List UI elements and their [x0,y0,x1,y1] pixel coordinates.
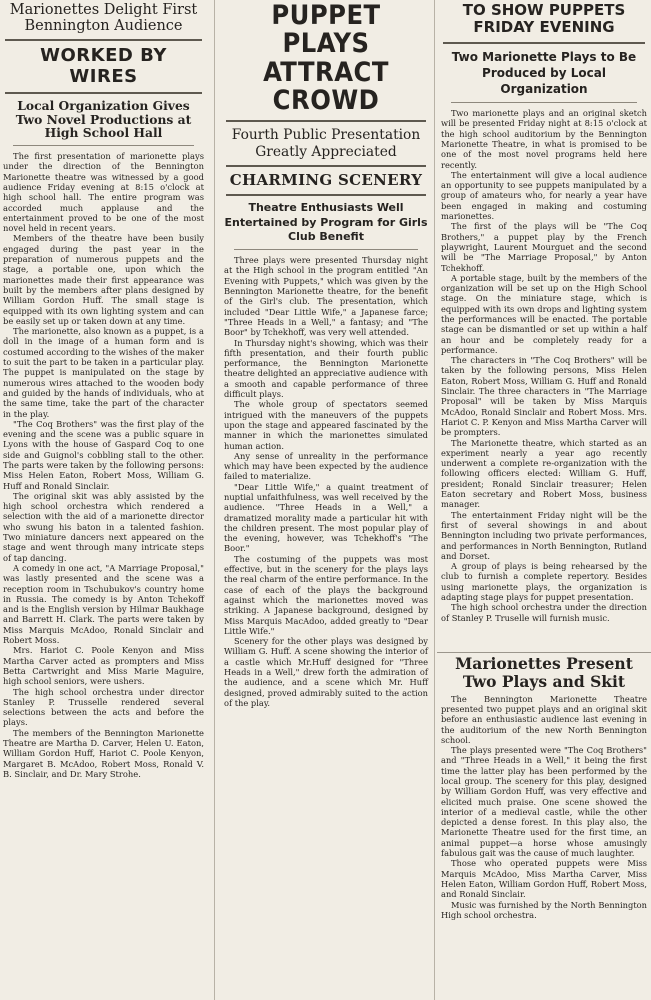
divider [13,145,194,146]
paragraph: The first presentation of marionette plays under the direction of the Bennington Marionette theatre was witnessed by a good audience Friday evening at 8:15 o'clock at high school hall. The entire program was accorded much applause and the entertainment proved to be one of the most novel held in recent years. [3,151,204,234]
headline-charming-scenery: CHARMING SCENERY [229,171,423,190]
article-body [441,694,647,921]
headline: Marionettes Delight First Bennington Audience [9,2,198,35]
paragraph: The high school orchestra under director Stanley P. Trusselle rendered several selections between the acts and before the plays. [3,686,204,728]
divider [226,194,426,196]
column-rule [214,0,215,1000]
paragraph: "The Coq Brothers" was the first play of the evening and the scene was a public square in Lyons with the house of Gaspard Coq to one side and Guignol's cobbling stall to the other. The parts were taken by the following persons: Miss Helen Eaton, Robert Moss, William G. Huff and Ronald Sinclair. [3,418,204,491]
divider [5,92,202,94]
paragraph: Scenery for the other plays was designed by William G. Huff. A scene showing the interior of a castle which Mr.Huff designed for "Three Heads in a Well," drew forth the admiration of the audience, and a scene which Mr. Huff designed, proved admirably suited to the action of the play. [224,636,428,708]
paragraph: The whole group of spectators seemed intrigued with the maneuvers of the puppets upon the stage and appeared fascinated by the manner in which the marionettes simulated human action. [224,399,428,451]
paragraph: The costuming of the puppets was most effective, but in the scenery for the plays lays the real charm of the entire performance. In the case of each of the plays the background against which the marionettes moved was striking. A Japanese background, designed by Miss Marquis MacAdoo, added greatly to "Dear Little Wife." [224,553,428,636]
subheadline: Theatre Enthusiasts Well Entertained by Program for Girls Club Benefit [224,201,428,243]
headline-worked-by-wires: WORKED BY WIRES [40,45,167,87]
subheadline: Fourth Public Presentation Greatly Appreciated [231,127,421,160]
paragraph: The members of the Bennington Marionette Theatre are Martha D. Carver, Helen U. Eaton, William Gordon Huff, Hariot C. Poole Kenyon, Margaret B. McAdoo, Robert Moss, Ronald V. B. Sinclair, and Dr. Mary Strohe. [3,727,204,779]
paragraph: Two marionette plays and an original sketch will be presented Friday night at 8:15 o'clock at the high school auditorium by the Bennington Marionette Theatre, in what is promised to be one of the most novel programs held here recently. [441,108,647,170]
headline-puppet-plays: PUPPET PLAYS ATTRACT CROWD [263,0,389,117]
paragraph: Music was furnished by the North Bennington High school orchestra. [441,899,647,920]
divider [5,39,202,41]
paragraph: The entertainment will give a local audience an opportunity to see puppets manipulated by a group of amateurs who, for nearly a year have been engaged in making and costuming marionettes. [441,169,647,222]
paragraph: The Bennington Marionette Theatre presented two puppet plays and an original skit before an enthusiastic audience last evening in the auditorium of the new North Bennington school. [441,693,647,745]
headline-marionettes-present: Marionettes Present Two Plays and Skit [455,654,633,691]
paragraph: The high school orchestra under the direction of Stanley P. Truselle will furnish music. [441,602,647,623]
article-body [224,255,428,708]
paragraph: A comedy in one act, "A Marriage Proposal," was lastly presented and the scene was a reception room in Tschubukov's country home in Russia. The comedy is by Anton Tchekoff and is the English version by Hilmar Baukhage and Barrett H. Clark. The parts were taken by Miss Marquis McAdoo, Ronald Sinclair and Robert Moss. [3,562,204,646]
paragraph: The entertainment Friday night will be the first of several showings in and about Bennington including two private performances, and performances in North Bennington, Rutland and Dorset. [441,509,647,561]
article-body [441,108,647,623]
paragraph: Those who operated puppets were Miss Marquis McAdoo, Miss Martha Carver, Miss Helen Eaton, William Gordon Huff, Robert Moss, and Ronald Sinclair. [441,858,647,900]
paragraph: Mrs. Hariot C. Poole Kenyon and Miss Martha Carver acted as prompters and Miss Betta Cartwright and Miss Marie Maguire, high school seniors, were ushers. [3,645,204,687]
paragraph: The first of the plays will be "The Coq Brothers," a puppet play by the French playwright, Laurent Mourguet and the second will be "The Marriage Proposal," by Anton Tchekhoff. [441,221,647,273]
paragraph: Members of the theatre have been busily engaged during the past year in the preparation of numerous puppets and the stage, a portable one, upon which the marionettes made their first appearance was built by the members after plans designed by William Gordon Huff. The small stage is equipped with its own lighting system and can be easily set up or taken down at any time. [3,233,204,326]
subheadline: Local Organization Gives Two Novel Productions at High School Hall [15,97,192,141]
paragraph: Any sense of unreality in the performance which may have been expected by the audience failed to materialize. [224,450,428,482]
paragraph: In Thursday night's showing, which was their fifth presentation, and their fourth public performance, the Bennington Marionette theatre delighted an appreciative audience with a smooth and capable performance of three difficult plays. [224,337,428,400]
paragraph: The Marionette theatre, which started as an experiment nearly a year ago recently underwent a complete re-organization with the following officers elected: William G. Huff, president; Ronald Sinclair treasurer; Helen Eaton secretary and Robert Moss, business manager. [441,437,647,510]
paragraph: A group of plays is being rehearsed by the club to furnish a complete repertory. Besides using marionette plays, the organization is adapting stage plays for puppet presentation. [441,561,647,603]
headline-to-show-puppets: TO SHOW PUPPETS FRIDAY EVENING [462,1,626,37]
paragraph: The plays presented were "The Coq Brothers" and "Three Heads in a Well," it being the first time the latter play has been performed by the local group. The scenery for this play, designed by William Gordon Huff, was very effective and elicited much praise. One scene showed the interior of a medieval castle, while the other depicted a dense forest. In this play also, the Marionette Theatre used for the first time, an animal puppet—a horse whose amusingly fabulous gait was the cause of much laughter. [441,745,647,859]
column-rule [434,0,435,1000]
paragraph: Three plays were presented Thursday night at the High school in the program entitled "An Evening with Puppets," which was given by the Bennington Marionette theatre, for the benefit of the Girl's club. The presentation, which included "Dear Little Wife," a Japanese farce; "Three Heads in a Well," a fantasy; and "The Boor" by Tchekhoff, was very well attended. [224,255,428,338]
clipping-puppet-plays [220,0,432,832]
paragraph: The original skit was ably assisted by the high school orchestra which rendered a selection with the aid of a marionette director who swung his baton in a talented fashion. Two miniature dancers next appeared on the stage and went through many intricate steps of tap dancing. [3,490,204,563]
divider [226,165,426,167]
clipping-marionettes-present [437,652,651,1000]
paragraph: The characters in "The Coq Brothers" will be taken by the following persons, Miss Helen Eaton, Robert Moss, William G. Huff and Ronald Sinclair. The three characters in "The Marriage Proposal" will be taken by Miss Marquis McAdoo, Ronald Sinclair and Robert Moss. Mrs. Hariot C. P. Kenyon and Miss Martha Carver will be prompters. [441,355,647,438]
clipping-to-show-puppets [437,0,651,648]
subheadline: Two Marionette Plays to Be Produced by Local Organization [451,49,637,96]
paragraph: A portable stage, built by the members of the organization will be set up on the High School stage. On the miniature stage, which is equipped with its own drops and lighting system the performances will be enacted. The portable stage can be dismantled or set up within a half an hour and be completely ready for a performance. [441,272,647,355]
divider [226,120,426,122]
divider [451,102,637,103]
divider [234,249,418,250]
article-body [3,151,204,779]
paragraph: "Dear Little Wife," a quaint treatment of nuptial unfaithfulness, was well received by the audience. "Three Heads in a Well," a dramatized morality made a particular hit with the children present. The most popular play of the evening, however, was Tchekhoff's "The Boor." [224,481,428,554]
clipping-marionettes-delight [0,0,210,1000]
paragraph: The marionette, also known as a puppet, is a doll in the image of a human form and is costumed according to the wishes of the maker to suit the part to be taken in a particular play. The puppet is manipulated on the stage by numerous wires attached to the wooden body and guided by the hands of individuals, who at the same time, take the part of the character in the play. [3,326,204,419]
divider [443,42,645,44]
